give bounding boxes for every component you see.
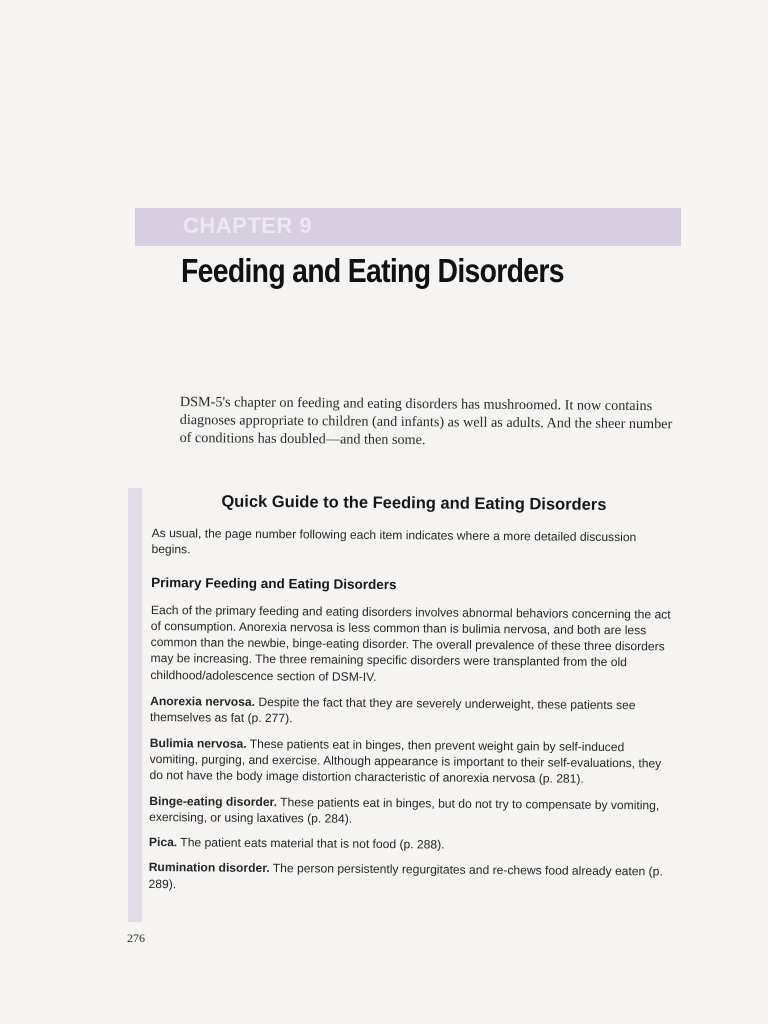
entry-text: These patients eat in binges, then prevent weight gain by self-induced vomiting, purging, and exercise. Although appearance is important to their self-evaluations, they do not have the body image distortion characteristic of anorexia nervosa (p. 281). [149, 736, 662, 787]
quick-guide [148, 492, 676, 906]
chapter-title: Feeding and Eating Disorders [181, 252, 564, 289]
entry-text: The patient eats material that is not food (p. 288). [177, 835, 445, 852]
entry-term: Anorexia nervosa. [150, 694, 256, 709]
entry-term: Bulimia nervosa. [149, 735, 247, 751]
guide-note: As usual, the page number following each item indicates where a more detailed discussion begins. [151, 525, 637, 557]
entry-anorexia [150, 693, 674, 730]
section-text: Each of the primary feeding and eating disorders involves abnormal behaviors concerning the act of consumption. Anorexia nervosa is less common than is bulimia nervosa, and both are less common than the newbie, binge-eating disorder. The overall prevalence of these three disorders may be increasing. The three remaining specific disorders were transplanted from the old childhood/adolescence section of DSM-IV. [150, 602, 671, 684]
entry-bulimia [149, 735, 673, 788]
chapter-intro: DSM-5's chapter on feeding and eating disorders has mushroomed. It now contains diagnoses appropriate to children (and infants) as well as adults. And the sheer number of conditions has doubled—and then some. [179, 393, 673, 449]
entry-binge-eating [149, 793, 673, 830]
entry-text: These patients eat in binges, but do not try to compensate by vomiting, exercising, or using laxatives (p. 284). [149, 794, 660, 826]
section-heading: Primary Feeding and Eating Disorders [151, 574, 397, 592]
entry-text: Despite the fact that they are severely underweight, these patients see themselves as fat (p. 277). [149, 694, 636, 726]
guide-title: Quick Guide to the Feeding and Eating Disorders [221, 492, 607, 514]
entry-text: The person persistently regurgitates and re-chews food already eaten (p. 289). [148, 861, 663, 891]
entry-rumination [149, 859, 673, 896]
page-number: 276 [127, 931, 145, 945]
entry-term: Binge-eating disorder. [149, 793, 278, 809]
guide-side-bar [128, 488, 142, 922]
chapter-label: CHAPTER 9 [183, 213, 313, 238]
chapter-banner [135, 208, 681, 246]
entry-pica [149, 834, 673, 855]
entry-term: Rumination disorder. [148, 860, 270, 876]
entry-term: Pica. [148, 835, 178, 850]
